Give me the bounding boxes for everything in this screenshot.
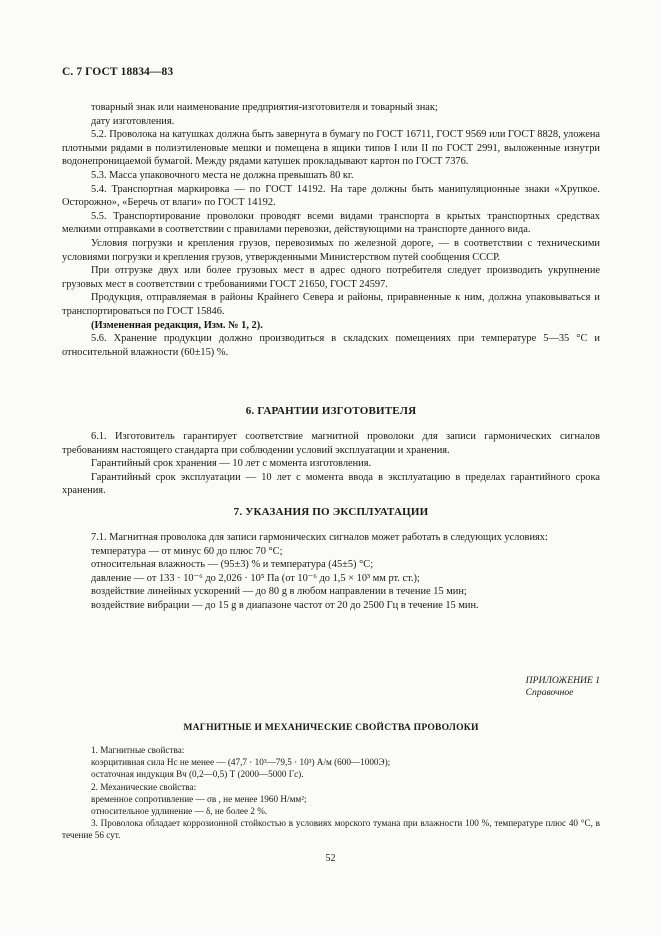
paragraph-5-5: 5.5. Транспортирование проволоки проводят всеми видами транспорта в крытых транспортных средствах мелкими отправками в соответствии с правилами перевозки, действующими на транспорте данного вида. — [62, 210, 600, 236]
condition-item: воздействие вибрации — до 15 g в диапазоне частот от 20 до 2500 Гц в течение 15 мин. — [91, 599, 479, 611]
paragraph-5-3: 5.3. Масса упаковочного места не должна превышать 80 кг. — [91, 169, 354, 181]
condition-item: относительная влажность — (95±3) % и температура (45±5) °С; — [91, 559, 374, 571]
section-6-title: 6. ГАРАНТИИ ИЗГОТОВИТЕЛЯ — [245, 405, 417, 417]
paragraph: коэрцитивная сила Hc не менее — (47,7 · 10³—79,5 · 10³) А/м (600—1000Э); — [91, 757, 391, 768]
appendix-number: ПРИЛОЖЕНИЕ 1 — [525, 675, 600, 686]
condition-item: давление — от 133 · 10⁻⁶ до 2,026 · 10⁵ Па (от 10⁻⁶ до 1,5 × 10³ мм рт. ст.); — [91, 572, 420, 584]
paragraph: Гарантийный срок хранения — 10 лет с момента изготовления. — [91, 458, 372, 470]
paragraph: Условия погрузки и крепления грузов, перевозимых по железной дороге, — в соответствии с техническими условиями погрузки и крепления грузов, утвержденными Министерством путей сообщения СССР. — [62, 237, 600, 263]
paragraph: дату изготовления. — [91, 115, 175, 127]
paragraph-5-2: 5.2. Проволока на катушках должна быть завернута в бумагу по ГОСТ 16711, ГОСТ 9569 или ГОСТ 8828, уложена плотными рядами в полиэтиленовые мешки и помещена в ящики типов I или II по ГОСТ 2991, выложенные изнутри водонепроницаемой бумагой. Между рядами катушек прокладывают картон по ГОСТ 7376. — [62, 129, 600, 168]
section-5-body — [62, 101, 600, 359]
page-header: С. 7 ГОСТ 18834—83 — [62, 66, 174, 78]
amendment-note: (Измененная редакция, Изм. № 1, 2). — [91, 319, 263, 331]
paragraph: 1. Магнитные свойства: — [91, 745, 185, 755]
paragraph-7-1: 7.1. Магнитная проволока для записи гармонических сигналов может работать в следующих условиях: — [91, 532, 548, 543]
paragraph: Продукция, отправляемая в районы Крайнего Севера и районы, приравненные к ним, должна упаковываться и транспортироваться по ГОСТ 15846. — [62, 292, 600, 317]
paragraph-5-4: 5.4. Транспортная маркировка — по ГОСТ 14192. На таре должны быть манипуляционные знаки «Хрупкое. Осторожно», «Беречь от влаги» по ГОСТ 14192. — [62, 183, 600, 209]
condition-item: воздействие линейных ускорений — до 80 g в любом направлении в течение 15 мин; — [91, 586, 467, 598]
section-7-body — [62, 531, 600, 613]
condition-item: температура — от минус 60 до плюс 70 °С; — [91, 545, 283, 557]
paragraph: При отгрузке двух или более грузовых мест в адрес одного потребителя следует производить укрупнение грузовых мест в соответствии с требованиями ГОСТ 21650, ГОСТ 24597. — [62, 265, 600, 290]
section-6-body — [62, 430, 600, 498]
paragraph: временное сопротивление — σв , не менее 1960 Н/мм²; — [91, 793, 307, 804]
appendix-sublabel: Справочное — [525, 687, 574, 698]
paragraph: относительное удлинение — δ, не более 2 %. — [91, 806, 268, 817]
paragraph-5-6: 5.6. Хранение продукции должно производиться в складских помещениях при температуре 5—35 °С и относительной влажности (60±15) %. — [62, 333, 600, 358]
paragraph-6-1: 6.1. Изготовитель гарантирует соответствие магнитной проволоки для записи гармонических сигналов требованиям настоящего стандарта при соблюдении условий эксплуатации и хранения. — [62, 431, 600, 456]
page-number: 52 — [325, 853, 336, 864]
section-7-title: 7. УКАЗАНИЯ ПО ЭКСПЛУАТАЦИИ — [233, 506, 429, 518]
paragraph: 2. Механические свойства: — [91, 781, 197, 792]
paragraph: товарный знак или наименование предприятия-изготовителя и товарный знак; — [91, 102, 438, 113]
paragraph: остаточная индукция Вч (0,2—0,5) Т (2000—5000 Гс). — [91, 769, 304, 780]
appendix-label — [526, 675, 600, 699]
paragraph: 3. Проволока обладает коррозионной стойкостью в условиях морского тумана при влажности 100 %, температуре плюс 40 °С, в течение 56 сут. — [62, 818, 600, 841]
paragraph: Гарантийный срок эксплуатации — 10 лет с момента ввода в эксплуатацию в пределах гарантийного срока хранения. — [62, 471, 600, 497]
appendix-title: МАГНИТНЫЕ И МЕХАНИЧЕСКИЕ СВОЙСТВА ПРОВОЛОКИ — [183, 722, 479, 733]
appendix-body — [62, 744, 600, 842]
